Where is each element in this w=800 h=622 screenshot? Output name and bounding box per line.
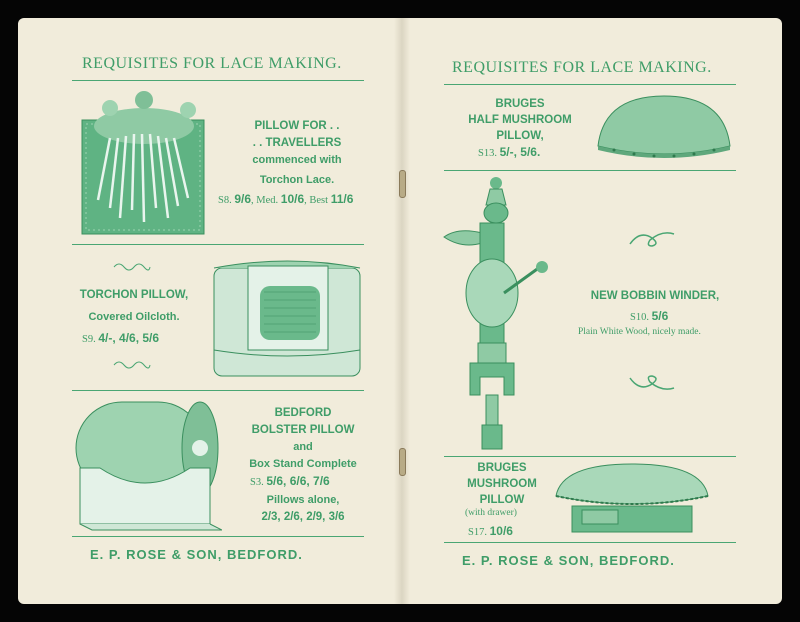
item3-price-line — [250, 474, 330, 488]
r-item1-line3: PILLOW, — [496, 130, 544, 142]
bolster-pillow-illustration — [70, 398, 222, 532]
left-footer-rule — [72, 536, 364, 537]
right-header-rule — [444, 84, 736, 85]
item3-line3: and — [293, 441, 313, 453]
item1-price-small: 9/6 — [234, 192, 252, 206]
swirl-ornament-icon — [626, 372, 676, 396]
mushroom-pillow-drawer-illustration — [552, 462, 712, 542]
r-item3-price-line — [468, 524, 513, 538]
r-item1-price-line — [478, 145, 540, 159]
right-header: REQUISITES FOR LACE MAKING. — [452, 59, 712, 76]
torchon-pillow-illustration — [212, 258, 364, 380]
r-item2-line1: NEW BOBBIN WINDER, — [590, 290, 720, 302]
left-footer: E. P. ROSE & SON, BEDFORD. — [90, 547, 303, 562]
bobbin-winder-illustration — [440, 175, 556, 453]
right-rule-2 — [444, 456, 736, 457]
item3-alone-prices: 2/3, 2/6, 2/9, 3/6 — [261, 511, 345, 523]
item1-price-best: 11/6 — [330, 192, 354, 206]
item1-line1: PILLOW FOR . . — [254, 120, 340, 132]
item3-alone-label: Pillows alone, — [266, 494, 340, 506]
right-rule-1 — [444, 170, 736, 171]
item3-code: S3. — [250, 477, 264, 488]
r-item2-note: Plain White Wood, nicely made. — [578, 327, 701, 337]
staple-bottom — [399, 448, 406, 476]
item3-prices: 5/6, 6/6, 7/6 — [266, 474, 330, 488]
r-item3-line1: BRUGES — [477, 462, 527, 474]
item3-line2: BOLSTER PILLOW — [251, 424, 355, 436]
item2-price-line — [82, 331, 159, 345]
item2-prices: 4/-, 4/6, 5/6 — [98, 331, 160, 345]
right-footer-rule — [444, 542, 736, 543]
right-footer: E. P. ROSE & SON, BEDFORD. — [462, 553, 675, 568]
r-item1-code: S13. — [478, 148, 497, 159]
item1-price-med: 10/6 — [280, 192, 305, 206]
left-header: REQUISITES FOR LACE MAKING. — [82, 55, 342, 72]
item3-line4: Box Stand Complete — [249, 458, 357, 470]
item3-line1: BEDFORD — [274, 407, 332, 419]
item1-price-line: S8. 9/6, Med. 10/6, Best 11/6 — [218, 192, 354, 206]
r-item2-price-line — [630, 309, 668, 323]
page-gutter — [394, 18, 410, 604]
ornament-flourish-icon — [112, 360, 152, 370]
r-item2-code: S10. — [630, 312, 649, 323]
ornament-flourish-icon — [112, 262, 152, 272]
item1-code: S8. — [218, 195, 232, 206]
item2-line1: TORCHON PILLOW, — [79, 289, 189, 301]
traveller-pillow-illustration — [80, 90, 210, 238]
r-item3-sub: (with drawer) — [465, 508, 517, 518]
r-item1-prices: 5/-, 5/6. — [499, 145, 541, 159]
r-item3-line2: MUSHROOM — [467, 478, 537, 490]
item2-line2: Covered Oilcloth. — [88, 311, 180, 323]
item2-code: S9. — [82, 334, 96, 345]
r-item2-price: 5/6 — [651, 309, 669, 323]
r-item3-code: S17. — [468, 527, 487, 538]
swirl-ornament-icon — [626, 226, 676, 250]
item1-line3: commenced with — [252, 154, 342, 166]
r-item3-line3: PILLOW — [479, 494, 525, 506]
item1-price-best-label: Best — [309, 195, 329, 206]
half-mushroom-illustration — [594, 94, 734, 164]
item1-line4: Torchon Lace. — [259, 174, 335, 186]
left-header-rule — [72, 80, 364, 81]
left-rule-1 — [72, 244, 364, 245]
r-item1-line2: HALF MUSHROOM — [468, 114, 572, 126]
r-item1-line1: BRUGES — [495, 98, 545, 110]
item1-price-med-label: Med. — [256, 195, 279, 206]
r-item3-price: 10/6 — [489, 524, 513, 538]
left-rule-2 — [72, 390, 364, 391]
staple-top — [399, 170, 406, 198]
item1-line2: . . TRAVELLERS — [252, 137, 342, 149]
